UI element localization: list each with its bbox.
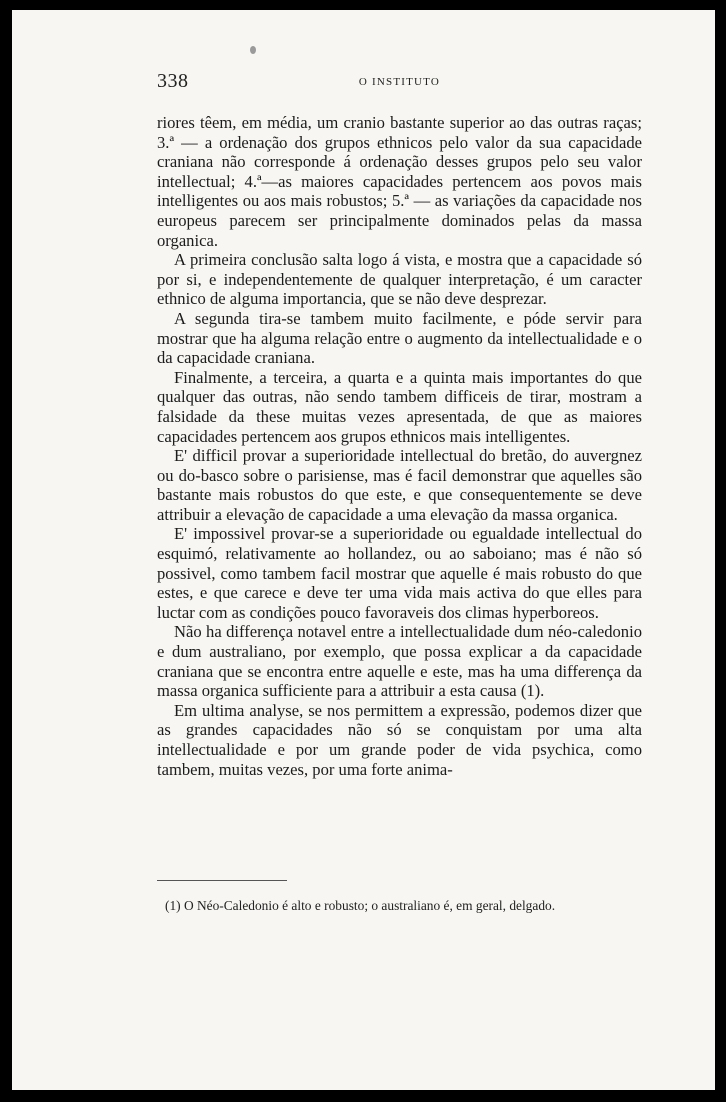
footnote-rule	[157, 880, 287, 881]
footnote: (1) O Néo-Caledonio é alto e robusto; o australiano é, em geral, delgado.	[165, 898, 556, 913]
paragraph: E' difficil provar a superioridade intellectual do bretão, do auvergnez ou do-basco sobre o parisiense, mas é facil demonstrar que aquelles são bastante mais robustos do que este, e que consequentemente se deve attribuir a elevação de capacidade a uma elevação da massa organica.	[157, 446, 642, 524]
page-header	[157, 70, 642, 94]
paragraph: Finalmente, a terceira, a quarta e a quinta mais importantes do que qualquer das outras, não sendo tambem difficeis de tirar, mostram a falsidade da these muitas vezes apresentada, de que as maiores capacidades pertencem aos grupos ethnicos mais intelligentes.	[157, 367, 642, 446]
paragraph: A primeira conclusão salta logo á vista, e mostra que a capacidade só por si, e independentemente de qualquer interpretação, é um caracter ethnico de alguma importancia, que se não deve desprezar.	[157, 250, 642, 309]
paragraph: riores têem, em média, um cranio bastante superior ao das outras raças; 3.ª — a ordenação dos grupos ethnicos pelo valor da sua capacidade craniana não corresponde á ordenação desses grupos pelo seu valor intellectual; 4.ª—as maiores capacidades pertencem aos povos mais intelligentes ou aos mais robustos; 5.ª — as variações da capacidade nos europeus parecem ser principalmente dominados pelas da massa organica.	[157, 113, 642, 250]
body-text	[157, 113, 642, 779]
page-number: 338	[157, 70, 189, 92]
paragraph: A segunda tira-se tambem muito facilmente, e póde servir para mostrar que ha alguma relação entre o augmento da intellectualidade e o da capacidade craniana.	[157, 308, 642, 368]
paragraph: E' impossivel provar-se a superioridade ou egualdade intellectual do esquimó, relativamente ao hollandez, ou ao saboiano; mas é não só possivel, como tambem facil mostrar que aquelle é mais robusto do que estes, e que carece e deve ter uma vida mais activa do que elles para luctar com as condições pouco favoraveis dos climas hyperboreos.	[157, 524, 642, 622]
book-page	[12, 10, 715, 1090]
running-title: O INSTITUTO	[358, 76, 441, 88]
paragraph: Em ultima analyse, se nos permittem a expressão, podemos dizer que as grandes capacidades não só se conquistam por uma alta intellectualidade e por um grande poder de vida psychica, como tambem, muitas vezes, por uma forte anima-	[157, 700, 642, 779]
ink-speck	[250, 46, 256, 54]
paragraph: Não ha differença notavel entre a intellectualidade dum néo-caledonio e dum australiano, por exemplo, que possa explicar a da capacidade craniana que se encontra entre aquelle e este, mas ha uma differença da massa organica sufficiente para a attribuir a esta causa (1).	[157, 622, 642, 701]
